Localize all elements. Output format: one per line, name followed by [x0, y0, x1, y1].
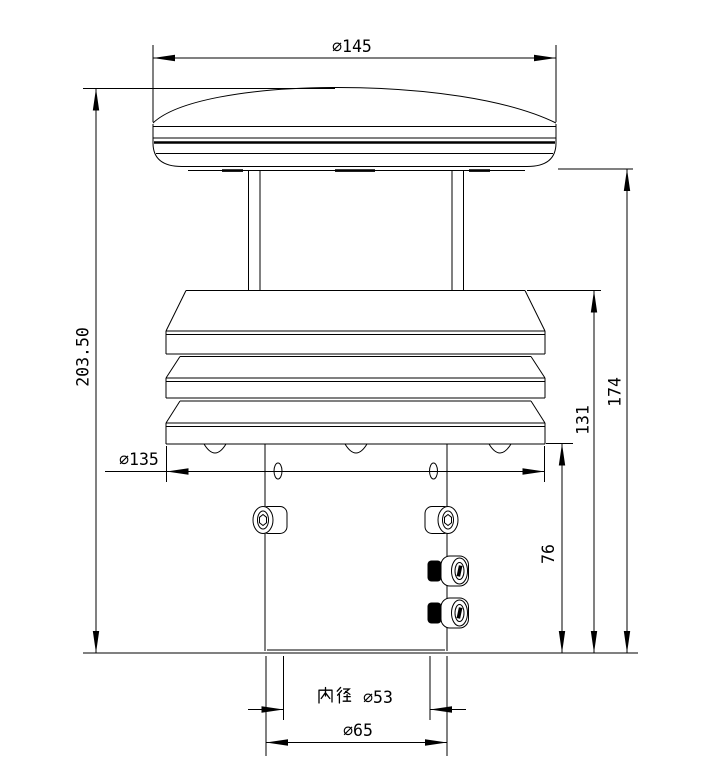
radiation-shield	[166, 291, 545, 454]
arrow-right-icon	[425, 739, 447, 745]
dim-label-tube-diameter: ∅65	[343, 721, 373, 740]
shield-band-2	[166, 378, 545, 398]
inner-diameter-prefix-glyphs	[319, 688, 351, 704]
arrow-right-icon	[523, 468, 545, 474]
arrow-up-icon	[591, 291, 597, 313]
dim-shield-diameter	[105, 446, 545, 482]
side-screw-lower	[428, 598, 469, 628]
cap-rim-outline	[153, 124, 556, 167]
body-screw-right	[425, 507, 458, 534]
dim-cap-diameter	[153, 37, 556, 122]
cap-dome-curve	[153, 87, 556, 123]
arrow-down-icon	[93, 631, 99, 653]
arrow-right-icon	[262, 706, 284, 712]
dim-label-cap-diameter: ∅145	[332, 37, 372, 56]
arrow-down-icon	[624, 631, 630, 653]
arrow-left-icon	[167, 468, 189, 474]
arrow-left-icon	[266, 739, 288, 745]
mounting-struts	[249, 171, 464, 290]
dim-label-height-174: 174	[605, 377, 625, 407]
dim-inner-diameter	[248, 656, 466, 720]
shield-plate-2	[166, 357, 545, 379]
dim-tube-diameter	[266, 656, 447, 756]
arrow-up-icon	[624, 169, 630, 191]
arrow-up-icon	[93, 89, 99, 111]
arrow-down-icon	[559, 631, 565, 653]
dim-height-174	[558, 169, 633, 653]
sensor-cap	[153, 87, 556, 170]
shield-plate-3	[166, 401, 545, 423]
dim-label-shield-diameter: ∅135	[119, 450, 159, 469]
dim-label-inner-diameter-value: ∅53	[363, 688, 393, 707]
arrow-left-icon	[153, 55, 175, 61]
dim-overall-height	[74, 89, 336, 654]
dim-label-overall-height: 203.50	[73, 327, 93, 387]
arrow-up-icon	[559, 444, 565, 466]
body-screw-left	[253, 507, 287, 534]
shield-band-3	[166, 423, 545, 444]
shield-plate-1	[166, 291, 545, 332]
dim-label-height-131: 131	[573, 405, 593, 435]
lower-transducer-bumps	[204, 444, 511, 453]
dim-label-height-76: 76	[539, 544, 558, 564]
arrow-down-icon	[591, 631, 597, 653]
sensor-body	[265, 444, 447, 651]
arrow-right-icon	[534, 55, 556, 61]
arrow-left-icon	[430, 706, 452, 712]
shield-band-1	[166, 331, 545, 354]
side-screw-upper	[428, 556, 469, 586]
